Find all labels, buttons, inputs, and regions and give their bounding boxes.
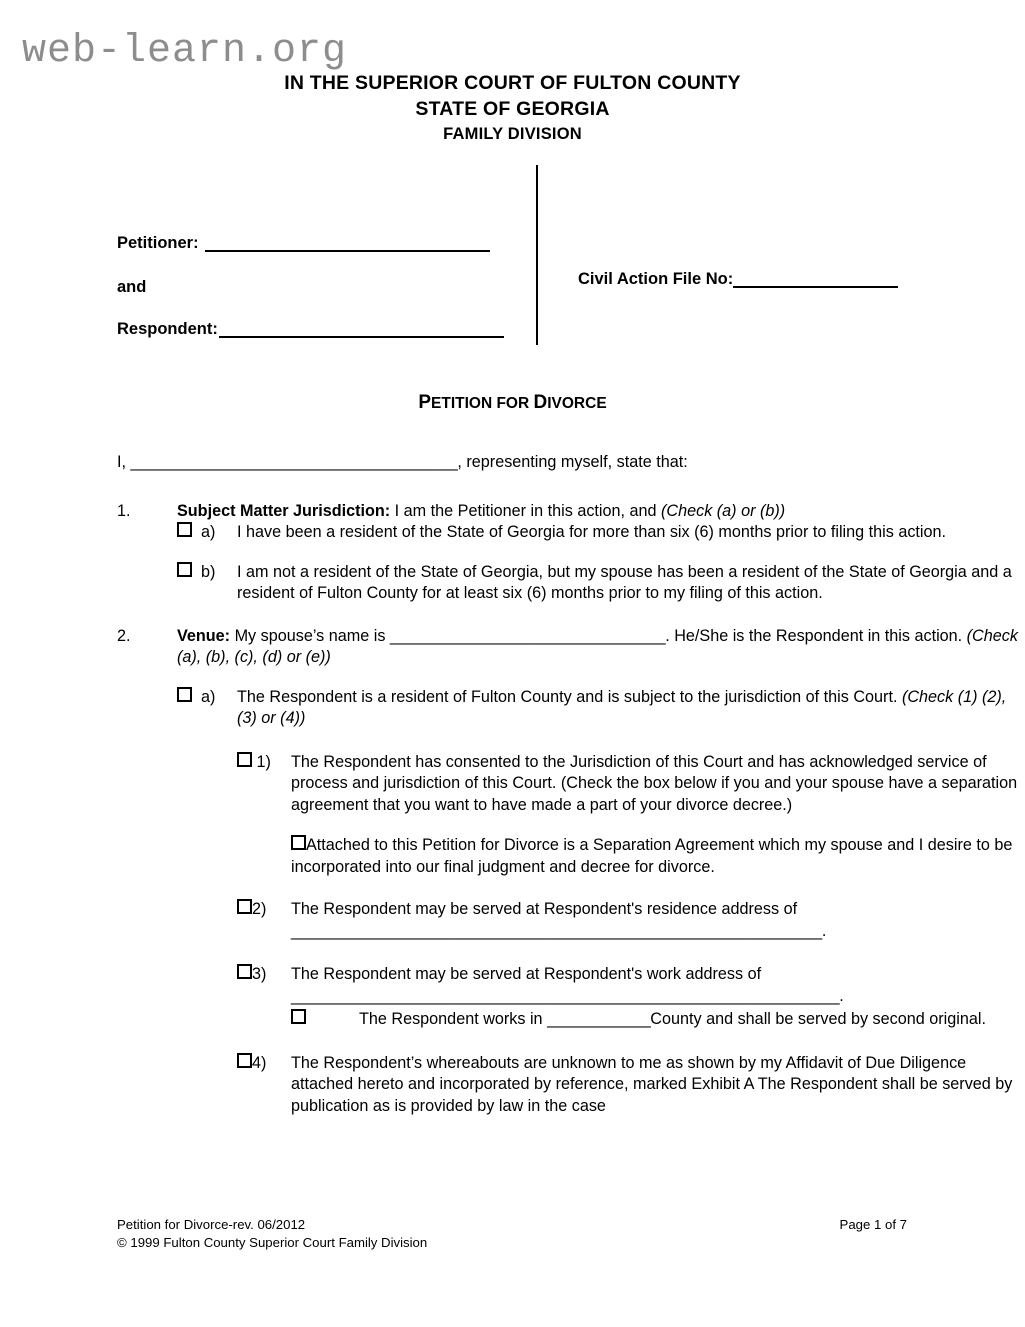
court-heading — [0, 70, 1025, 146]
checkbox-icon[interactable] — [237, 752, 252, 767]
title-p: P — [418, 392, 432, 413]
venue-option-2-body — [291, 899, 1025, 942]
section-2-lead2: . He/She is the Respondent in this action. — [665, 626, 967, 645]
section-1-check-hint: (Check (a) or (b)) — [661, 501, 786, 520]
option-1b-letter: b) — [201, 562, 216, 581]
civil-action-label: Civil Action File No: — [578, 270, 734, 288]
court-name-line: IN THE SUPERIOR COURT OF FULTON COUNTY — [284, 72, 741, 94]
footer-copyright-line: © 1999 Fulton County Superior Court Family Division — [117, 1234, 428, 1250]
case-caption-block — [0, 160, 1025, 355]
checkbox-icon[interactable] — [237, 964, 252, 979]
residence-address-blank[interactable]: _____________________________________________________________ — [291, 921, 822, 940]
section-2-label: Venue: — [177, 626, 231, 645]
checkbox-icon[interactable] — [177, 522, 192, 537]
section-2-number: 2. — [117, 626, 131, 645]
venue-option-3-number: 3) — [252, 965, 267, 983]
declaration-line — [117, 452, 1025, 474]
venue-option-1-text: The Respondent has consented to the Jurisdiction of this Court and has acknowledged service of process and jurisdiction of this Court. (Check the box below if you and your spouse have a separation agreement that you want to have made a part of your divorce decree.) — [291, 752, 1018, 814]
works-in-county-mark[interactable] — [291, 1009, 359, 1031]
page-number: Page 1 of 7 — [839, 1217, 907, 1232]
venue-option-4[interactable] — [237, 1053, 1025, 1118]
footer-revision-line: Petition for Divorce-rev. 06/2012 — [117, 1217, 306, 1232]
checkbox-icon[interactable] — [177, 562, 192, 577]
option-2a-check-hint: (Check (1) (2), (3) or (4)) — [237, 687, 1007, 727]
venue-option-2-number: 2) — [252, 900, 267, 918]
section-1-number: 1. — [117, 501, 131, 520]
option-1a-letter: a) — [201, 523, 216, 541]
petitioner-input-line[interactable] — [205, 250, 490, 252]
venue-option-1-mark[interactable] — [237, 752, 291, 774]
checkbox-icon[interactable] — [291, 1009, 306, 1024]
option-2a-text: The Respondent is a resident of Fulton County and is subject to the jurisdiction of this Court. — [237, 687, 902, 706]
venue-option-2-text: The Respondent may be served at Respondent's residence address of — [291, 900, 798, 918]
works-in-county-before: The Respondent works in — [359, 1010, 548, 1028]
county-blank[interactable]: ____________ — [547, 1010, 651, 1028]
venue-option-3-body — [291, 964, 1025, 1007]
checkbox-icon[interactable] — [237, 899, 252, 914]
option-1a[interactable] — [177, 522, 1025, 544]
option-1b[interactable] — [177, 562, 1025, 605]
option-2a-letter: a) — [201, 687, 216, 706]
works-in-county-after: County and shall be served by second original. — [650, 1010, 986, 1028]
petitioner-row — [117, 232, 490, 254]
watermark-web-learn: web-learn.org — [22, 29, 348, 74]
page-title — [0, 392, 1025, 414]
declaration-suffix: , representing myself, state that: — [457, 453, 688, 471]
respondent-label: Respondent: — [117, 320, 218, 338]
option-1a-text: I have been a resident of the State of Georgia for more than six (6) months prior to filing this action. — [237, 523, 947, 541]
option-2a-text-wrap — [237, 687, 1025, 730]
venue-option-3-text: The Respondent may be served at Respondent's work address of — [291, 965, 762, 983]
works-in-county-option[interactable] — [291, 1009, 1025, 1031]
venue-option-2-period: . — [821, 921, 827, 940]
division-line: FAMILY DIVISION — [443, 125, 582, 143]
venue-option-1-number: 1) — [256, 752, 271, 771]
separation-agreement-text: Attached to this Petition for Divorce is a Separation Agreement which my spouse and I desire to be incorporated into our final judgment and decree for divorce. — [291, 836, 1013, 876]
and-label: and — [117, 278, 147, 296]
venue-option-2[interactable] — [237, 899, 1025, 942]
work-address-blank[interactable]: _______________________________________________________________ — [291, 986, 840, 1005]
spouse-name-blank[interactable]: ________________________________ — [389, 626, 666, 645]
footer-revision — [117, 1216, 427, 1251]
document-body — [0, 452, 1025, 1117]
declaration-prefix: I, — [117, 453, 126, 471]
venue-option-2-mark[interactable] — [237, 899, 291, 921]
checkbox-icon[interactable] — [177, 687, 192, 702]
venue-option-4-text: The Respondent’s whereabouts are unknown to me as shown by my Affidavit of Due Diligence attached hereto and incorporated by reference, marked Exhibit A The Respondent shall be served by publication as is provided by law in the case — [291, 1053, 1013, 1115]
respondent-row — [117, 318, 504, 340]
caption-vertical-divider — [536, 165, 538, 345]
section-venue — [117, 626, 1025, 669]
section-2-heading-line — [177, 626, 1025, 669]
option-2a[interactable] — [177, 687, 1025, 730]
separation-agreement-option[interactable] — [291, 835, 1025, 878]
and-row — [117, 276, 146, 298]
venue-option-3-period: . — [839, 986, 844, 1005]
venue-option-3-mark[interactable] — [237, 964, 291, 986]
title-etition: ETITION — [431, 395, 493, 412]
section-1-body — [177, 501, 1025, 605]
title-ivorce: IVORCE — [547, 395, 607, 412]
section-2-body — [177, 626, 1025, 669]
option-1b-mark[interactable] — [177, 562, 237, 584]
checkbox-icon[interactable] — [237, 1053, 252, 1068]
checkbox-icon[interactable] — [291, 835, 306, 850]
option-1a-mark[interactable] — [177, 522, 237, 544]
respondent-input-line[interactable] — [219, 336, 504, 338]
venue-option-1[interactable] — [237, 752, 1025, 817]
section-1-lead: I am the Petitioner in this action, and — [390, 501, 662, 520]
section-2-lead: My spouse’s name is — [230, 626, 390, 645]
venue-option-4-mark[interactable] — [237, 1053, 291, 1075]
section-2-check-hint: (Check (a), (b), (c), (d) or (e)) — [177, 626, 1018, 666]
title-d: D — [533, 392, 548, 413]
section-subject-matter-jurisdiction — [117, 501, 1025, 605]
venue-option-4-number: 4) — [252, 1053, 267, 1072]
section-1-heading-line — [177, 501, 1025, 523]
declarant-name-blank[interactable]: ______________________________________ — [130, 453, 458, 471]
section-1-label: Subject Matter Jurisdiction: — [177, 501, 391, 520]
venue-option-3[interactable] — [237, 964, 1025, 1007]
state-line: STATE OF GEORGIA — [415, 98, 610, 120]
civil-action-input-line[interactable] — [733, 286, 898, 288]
works-in-county-body — [359, 1009, 1025, 1031]
title-for: FOR — [496, 395, 530, 412]
option-2a-mark[interactable] — [177, 687, 237, 709]
petitioner-label: Petitioner: — [117, 234, 199, 252]
civil-action-row — [578, 270, 898, 289]
page-footer — [117, 1216, 907, 1251]
option-1b-text: I am not a resident of the State of Georgia, but my spouse has been a resident of the State of Georgia and a resident of Fulton County for at least six (6) months prior to my filing of this action. — [237, 562, 1012, 602]
